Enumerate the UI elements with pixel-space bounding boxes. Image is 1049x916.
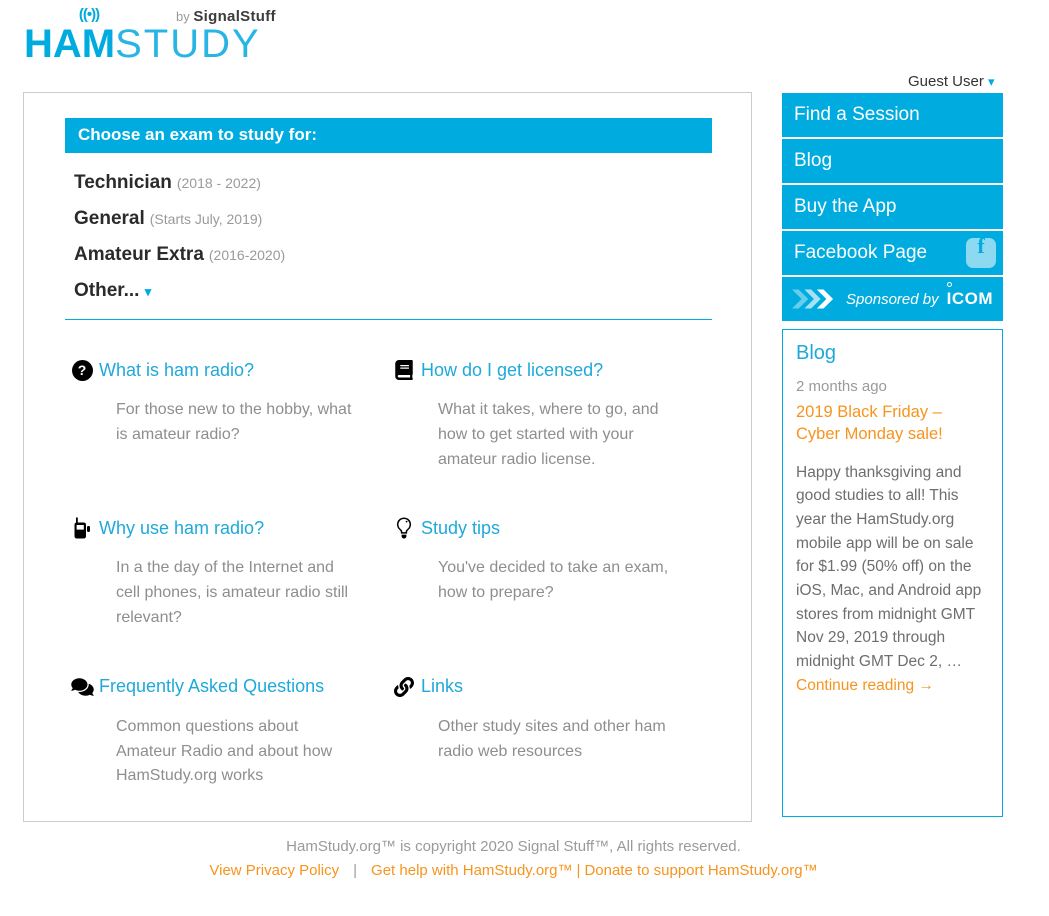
info-description: For those new to the hobby, what is amateur radio?	[116, 401, 352, 443]
info-card-links	[392, 675, 741, 789]
separator: |	[576, 862, 581, 879]
info-title: Why use ham radio?	[99, 517, 265, 538]
exam-name: Technician	[74, 172, 172, 193]
find-a-session-button[interactable]	[782, 93, 1003, 137]
exam-note: (2018 - 2022)	[176, 175, 261, 191]
info-link-faq[interactable]	[70, 675, 392, 699]
info-card-what-is-ham-radio	[70, 358, 392, 472]
view-privacy-policy-link[interactable]: View Privacy Policy	[209, 862, 340, 879]
exam-item-other[interactable]	[74, 273, 712, 309]
blog-post-excerpt	[796, 461, 989, 698]
blog-post-title-link[interactable]: 2019 Black Friday – Cyber Monday sale!	[796, 403, 943, 444]
exam-panel	[23, 92, 752, 822]
byline-signalstuff: SignalStuff	[193, 8, 276, 25]
triple-chevron-icon	[792, 289, 834, 309]
blog-post-date: 2 months ago	[796, 378, 887, 395]
blog-button[interactable]	[782, 139, 1003, 183]
info-card-study-tips	[392, 516, 741, 630]
info-links-grid	[24, 320, 751, 789]
copyright-text: HamStudy.org™ is copyright 2020 Signal Stuff™, All rights reserved.	[286, 838, 741, 855]
hamstudy-logo[interactable]	[24, 6, 284, 68]
blog-panel	[782, 329, 1003, 817]
info-title: Frequently Asked Questions	[99, 676, 325, 697]
info-description: Other study sites and other ham radio web resources	[438, 717, 666, 760]
button-label: Blog	[794, 150, 833, 171]
byline-by: by	[176, 9, 190, 24]
exam-note: (Starts July, 2019)	[149, 211, 263, 227]
info-description: In a the day of the Internet and cell phones, is amateur radio still relevant?	[116, 559, 349, 626]
get-help-link[interactable]: Get help with HamStudy.org™	[371, 862, 573, 879]
chevron-down-icon: ▾	[988, 74, 995, 89]
continue-reading-link[interactable]: Continue reading →	[796, 676, 934, 694]
footer	[0, 838, 1027, 879]
user-menu[interactable]	[908, 73, 995, 90]
user-menu-label: Guest User	[908, 73, 984, 90]
donate-link[interactable]: Donate to support HamStudy.org™	[584, 862, 818, 879]
facebook-icon: f	[966, 238, 996, 268]
info-title: How do I get licensed?	[421, 359, 604, 380]
buy-the-app-button[interactable]	[782, 185, 1003, 229]
handheld-radio-icon	[70, 516, 94, 540]
info-link-why-use-ham-radio[interactable]	[70, 516, 392, 540]
info-card-why-use-ham-radio	[70, 516, 392, 630]
blog-post-text: Happy thanksgiving and good studies to all! This year the HamStudy.org mobile app will be on sale for $1.99 (50% off) on the iOS, Mac, and Android app stores from midnight GMT Nov 29, 2019 through midnight GMT Dec 2, …	[796, 463, 982, 671]
button-label: Find a Session	[794, 104, 920, 125]
sidebar	[782, 93, 1003, 817]
blog-panel-title: Blog	[796, 342, 837, 364]
antenna-waves-icon: ((•))	[78, 6, 100, 23]
exam-note: (2016-2020)	[208, 247, 286, 263]
question-circle-icon: ?	[70, 358, 94, 382]
info-card-faq	[70, 675, 392, 789]
logo-text	[24, 24, 261, 64]
footer-links	[0, 862, 1027, 879]
icom-ring-icon	[947, 282, 952, 287]
lightbulb-icon	[392, 516, 416, 540]
exam-item-amateur-extra[interactable]	[74, 237, 712, 273]
icom-logo: ICOM	[947, 289, 993, 309]
byline	[176, 8, 276, 25]
info-title: Links	[421, 676, 464, 697]
book-icon	[392, 358, 416, 382]
sponsor-text: Sponsored by	[846, 290, 939, 308]
exam-name: Other...	[74, 280, 140, 301]
exam-panel-header: Choose an exam to study for:	[65, 118, 712, 153]
info-card-how-do-i-get-licensed	[392, 358, 741, 472]
exam-name: Amateur Extra	[74, 244, 204, 265]
exam-name: General	[74, 208, 145, 229]
exam-list	[74, 165, 712, 309]
button-label: Buy the App	[794, 196, 897, 217]
sponsored-by-icom-banner[interactable]	[782, 277, 1003, 321]
chevron-down-icon: ▾	[144, 284, 152, 299]
info-link-how-do-i-get-licensed[interactable]	[392, 358, 741, 382]
info-description: What it takes, where to go, and how to get started with your amateur radio license.	[438, 401, 659, 468]
info-title: What is ham radio?	[99, 359, 255, 380]
info-description: Common questions about Amateur Radio and about how HamStudy.org works	[116, 717, 333, 785]
separator: |	[353, 862, 358, 879]
info-link-links[interactable]	[392, 675, 741, 699]
exam-item-general[interactable]	[74, 201, 712, 237]
info-title: Study tips	[421, 517, 501, 538]
chat-bubbles-icon	[70, 675, 94, 699]
button-label: Facebook Page	[794, 242, 928, 263]
info-link-study-tips[interactable]	[392, 516, 741, 540]
logo-ham: HAM	[24, 22, 116, 66]
info-description: You've decided to take an exam, how to prepare?	[438, 559, 669, 602]
chain-link-icon	[392, 675, 416, 699]
facebook-page-button[interactable]	[782, 231, 1003, 275]
exam-item-technician[interactable]	[74, 165, 712, 201]
logo-study: STUDY	[115, 22, 261, 66]
info-link-what-is-ham-radio[interactable]	[70, 358, 392, 382]
